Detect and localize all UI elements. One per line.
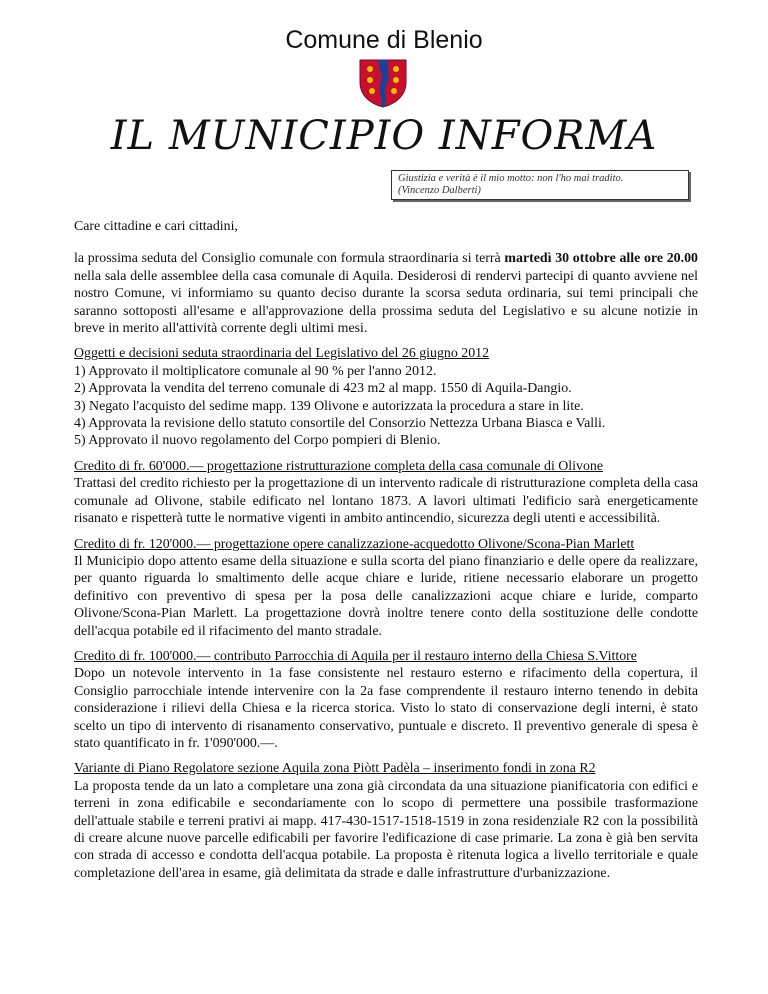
municipality-name: Comune di Blenio: [285, 26, 483, 54]
motto-author: (Vincenzo Dalberti): [398, 185, 481, 196]
greeting: Care cittadine e cari cittadini,: [74, 219, 238, 234]
motto-quote: Giustizia e verità è il mio motto: non l'ho mai tradito.: [398, 173, 624, 184]
decisions-list: [74, 363, 698, 450]
coat-of-arms-icon: [357, 58, 409, 108]
meeting-date: martedì 30 ottobre alle ore 20.00: [504, 251, 698, 267]
section-body-piano-regolatore: La proposta tende da un lato a completare una zona già circondata da una situazione pianificatoria con edifici e terreni in zona edificabile e secondariamente con lo scopo di permettere una possibile trasformazione dell'attuale stabile e terreni prativi ai mapp. 417-430-1517-1518-1519 in zona residenziale R2 con la possibilità di creare alcune nuove parcelle edificabili per favorire l'edificazione di case primarie. La zona è già ben servita con strada di accesso e condotta dell'acqua potabile. La proposta è ritenuta logica a livello territoriale e quale completazione dell'area in esame, già delimitata da strade e dalle infrastrutture d'urbanizzazione.: [74, 778, 698, 881]
letter-body: [74, 218, 698, 890]
section-title-parrocchia: Credito di fr. 100'000.— contributo Parrocchia di Aquila per il restauro interno della Chiesa S.Vittore: [74, 648, 637, 664]
intro-text-end: nella sala delle assemblee della casa comunale di Aquila. Desiderosi di rendervi partecipi di quanto avviene nel nostro Comune, vi informiamo su quanto deciso durante la scorsa seduta ordinaria, sui temi principali che saranno sottoposti all'esame e all'approvazione della prossima seduta del Legislativo e su alcune notizie in breve in merito all'attività corrente degli ultimi mesi.: [74, 268, 698, 337]
section-body-casa-comunale: Trattasi del credito richiesto per la progettazione di un intervento radicale di ristrutturazione completa della casa comunale ad Olivone, stabile edificato nel lontano 1873. A lavori ultimati l'edificio sarà energeticamente risanato e rispetterà tutte le normative vigenti in ambito antincendio, sicurezza degli utenti e accessibilità.: [74, 476, 698, 527]
decisions-title: Oggetti e decisioni seduta straordinaria del Legislativo del 26 giugno 2012: [74, 346, 490, 362]
section-title-piano-regolatore: Variante di Piano Regolatore sezione Aquila zona Piòtt Padèla – inserimento fondi in zona R2: [74, 761, 596, 777]
section-title-casa-comunale: Credito di fr. 60'000.— progettazione ristrutturazione completa della casa comunale di Olivone: [74, 458, 604, 474]
headline: IL MUNICIPIO INFORMA: [110, 113, 658, 159]
decision-item: 1) Approvato il moltiplicatore comunale al 90 % per l'anno 2012.: [74, 363, 437, 379]
section-body-parrocchia: Dopo un notevole intervento in 1a fase consistente nel restauro esterno e rifacimento della copertura, il Consiglio parrocchiale intende intervenire con la 2a fase comprendente il restauro interno tenendo in debita considerazione i rilievi della Chiesa e la ricerca storica. Visto lo stato di conservazione degli interni, è stato scelto un tipo di intervento di risanamento conservativo, puntuale e discreto. Il preventivo generale di spesa è stato quantificato in fr. 1'090'000.—.: [74, 666, 698, 751]
decision-item: 4) Approvata la revisione dello statuto consortile del Consorzio Nettezza Urbana Biasca e Valli.: [74, 416, 606, 432]
intro-text-start: la prossima seduta del Consiglio comunale con formula straordinaria si terrà: [74, 251, 505, 267]
intro-paragraph: [74, 250, 698, 337]
decision-item: 5) Approvato il nuovo regolamento del Corpo pompieri di Blenio.: [74, 433, 441, 449]
motto-box: [391, 170, 689, 200]
decision-item: 2) Approvata la vendita del terreno comunale di 423 m2 al mapp. 1550 di Aquila-Dangio.: [74, 381, 572, 397]
section-body-canalizzazione: Il Municipio dopo attento esame della situazione e sulla scorta del piano finanziario e delle opere da realizzare, per quanto riguarda lo smaltimento delle acque chiare e luride, ritiene necessario elaborare un progetto definitivo con preventivo di spesa per la posa delle canalizzazioni acque chiare e luride, comparto Olivone/Scona-Pian Marlett. La progettazione dovrà inoltre tenere conto della sostituzione delle condotte dell'acqua potabile ed il rifacimento del manto stradale.: [74, 553, 698, 639]
section-title-canalizzazione: Credito di fr. 120'000.— progettazione opere canalizzazione-acquedotto Olivone/Scona-Pian Marlett: [74, 536, 635, 552]
decision-item: 3) Negato l'acquisto del sedime mapp. 139 Olivone e autorizzata la procedura a stare in lite.: [74, 398, 584, 414]
